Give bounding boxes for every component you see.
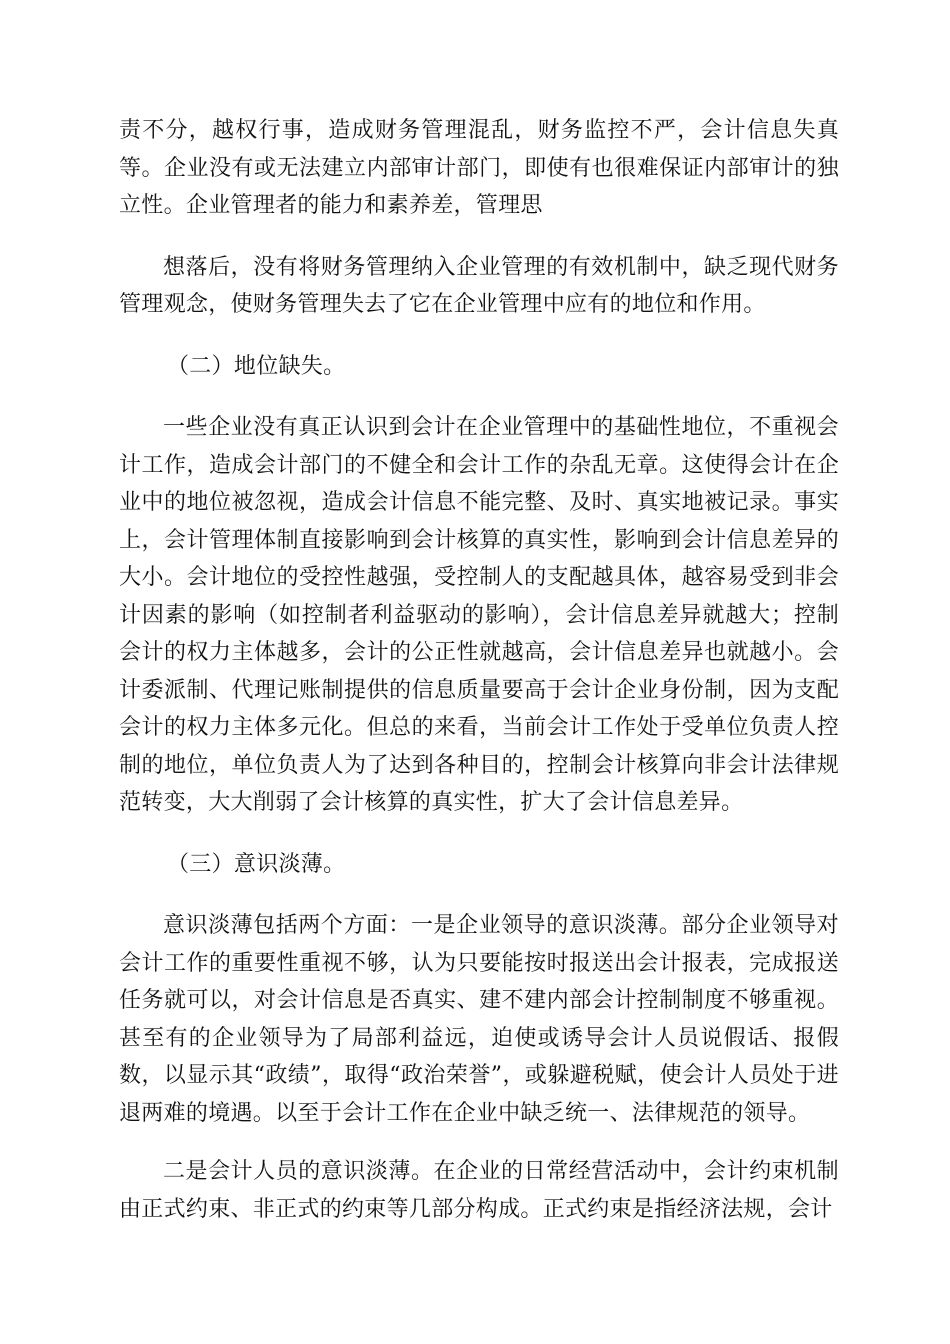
section-heading-status-missing: （二）地位缺失。: [167, 353, 346, 379]
paragraph-leadership-awareness: 意识淡薄包括两个方面：一是企业领导的意识淡薄。部分企业领导对会计工作的重要性重视不够，认为只要能按时报送出会计报表，完成报送任务就可以，对会计信息是否真实、建不建内部会计控制制度不够重视。甚至有的企业领导为了局部利益远，迫使或诱导会计人员说假话、报假数，以显示其“政绩”，取得“政治荣誉”，或躲避税赋，使会计人员处于进退两难的境遇。以至于会计工作在企业中缺乏统一、法律规范的领导。: [119, 913, 839, 1126]
section-heading-weak-awareness: （三）意识淡薄。: [167, 851, 346, 877]
paragraph-continuation-2: 想落后，没有将财务管理纳入企业管理的有效机制中，缺乏现代财务管理观念，使财务管理失去了它在企业管理中应有的地位和作用。: [119, 254, 839, 317]
paragraph-status-missing: 一些企业没有真正认识到会计在企业管理中的基础性地位，不重视会计工作，造成会计部门的不健全和会计工作的杂乱无章。这使得会计在企业中的地位被忽视，造成会计信息不能完整、及时、真实地被记录。事实上，会计管理体制直接影响到会计核算的真实性，影响到会计信息差异的大小。会计地位的受控性越强，受控制人的支配越具体，越容易受到非会计因素的影响（如控制者利益驱动的影响），会计信息差异就越大；控制会计的权力主体越多，会计的公正性就越高，会计信息差异也就越小。会计委派制、代理记账制提供的信息质量要高于会计企业身份制，因为支配会计的权力主体多元化。但总的来看，当前会计工作处于受单位负责人控制的地位，单位负责人为了达到各种目的，控制会计核算向非会计法律规范转变，大大削弱了会计核算的真实性，扩大了会计信息差异。: [119, 415, 839, 815]
paragraph-accountant-awareness: 二是会计人员的意识淡薄。在企业的日常经营活动中，会计约束机制由正式约束、非正式的约束等几部分构成。正式约束是指经济法规，会计: [119, 1159, 839, 1222]
paragraph-continuation-1: 责不分，越权行事，造成财务管理混乱，财务监控不严，会计信息失真等。企业没有或无法建立内部审计部门，即使有也很难保证内部审计的独立性。企业管理者的能力和素养差，管理思: [119, 118, 839, 218]
document-body: [119, 112, 839, 1252]
